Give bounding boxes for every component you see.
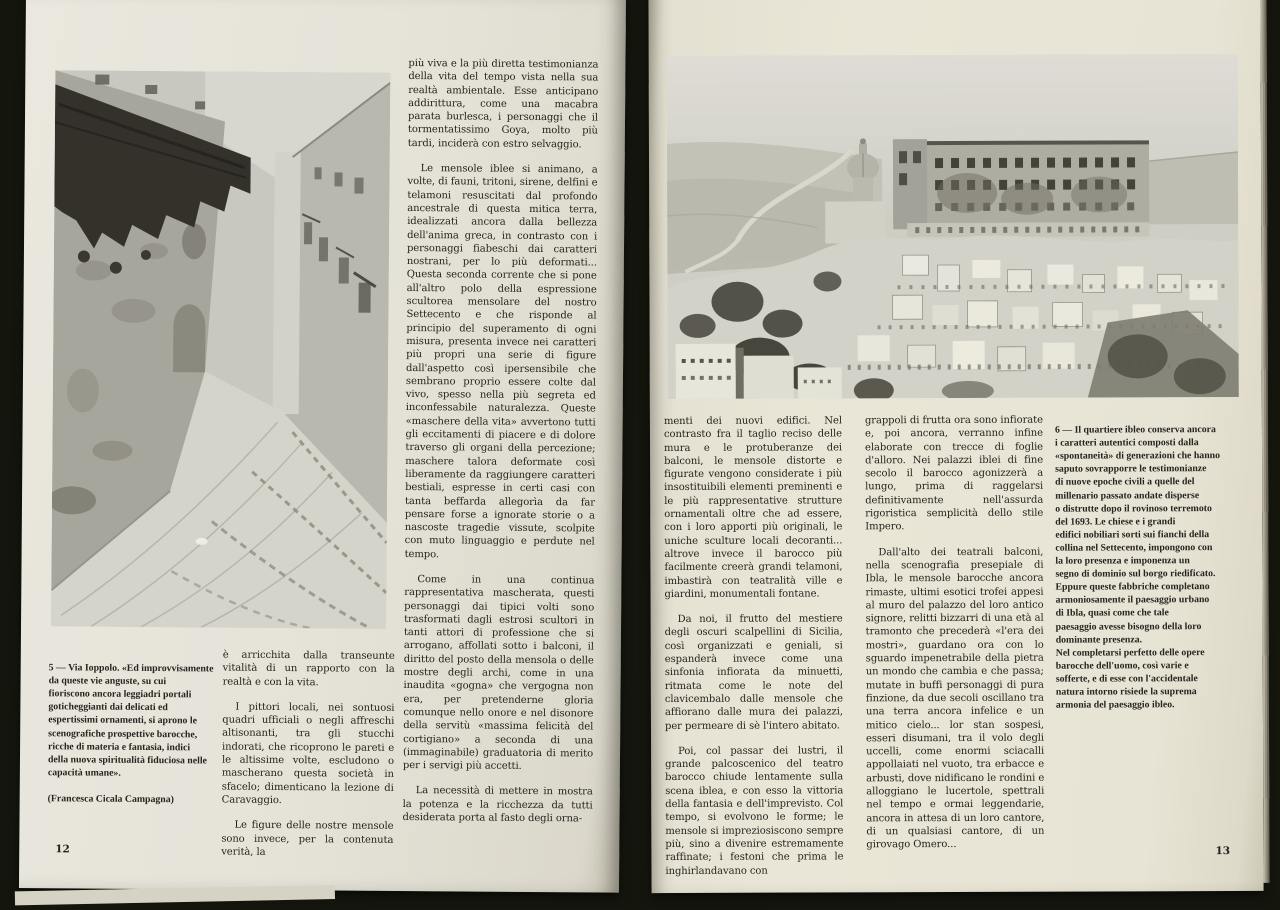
paragraph: Da noi, il frutto del mestiere degli oscuri scalpellini di Sicilia, così organizzati e geniali, si espanderà invece come una sinfonia infiorata da minuetti, ritmata come le note del clavicembalo dalle mensole che affiorano dalle mura dei palazzi, per permeare di sè l'intero abitato.	[664, 613, 843, 732]
paragraph: menti dei nuovi edifici. Nel contrasto fra il taglio reciso delle mura e le protuberanze dei balconi, le mensole distorte e figurate vengono considerate i più insostituibili elementi preminenti e le più rappresentative strutture ornamentali oltre che ad essere, con i loro apporti più originali, le uniche sculture locali decoranti... altrove invece il barocco più facilmente creerà grandi telamoni, imbastirà con teatralità ville e giardini, monumentali fontane.	[663, 415, 843, 600]
figure-6-caption	[1055, 410, 1236, 725]
figure-5-credit: (Francesca Cicala Campagna)	[47, 793, 174, 806]
paragraph: Poi, col passar dei lustri, il grande palcoscenico del teatro barocco chiude lentamente sulla scena iblea, e con esso la vittoria della fantasia e dell'imprevisto. Col tempo, si evolvono le forme; le mensole si impreziosiscono sempre più, sino a divenire estremamente raffinate; i festoni che prima le inghirlandavano con	[665, 745, 844, 877]
paragraph: Le mensole iblee si animano, a volte, di fauni, tritoni, sirene, delfini e telamoni resuscitati dal profondo ancestrale di questa mitica terra, idealizzati ancora dalla bellezza dell'anima greca, in contrasto con i personaggi fiabeschi dai caratteri nostrani, per lo più deformati... Questa seconda corrente che si pone all'altro polo della espressione scultorea mensolare del nostro Settecento e che risponde al principio del superamento di ogni misura, presenta invece nei caratteri più propri una serie di figure dall'aspetto così ipersensibile che sembrano proprio essere colte dal vivo, spesso nella più segreta ed inconfessabile naturalezza. Queste «maschere della vita» avvertono tutti gli eccitamenti di piacere e di dolore traverso gli organi della percezione; maschere talora deformate così liberamente da raggiungere caratteri bestiali, espresse in certi casi con tanta beffarda allegorìa da far pensare forse a ignorate storie o a nascoste tragedie vissute, scolpite con muto linguaggio e perdute nel tempo.	[404, 163, 598, 560]
figure-6-caption-text: 6 — Il quartiere ibleo conserva ancora i caratteri autentici composti dalla «spontaneità» di generazioni che hanno saputo sovrapporre le testimonianze di nuove epoche civili a quelle del millenario passato andate disperse o distrutte dopo il rovinoso terremoto del 1693. Le chiese e i grandi edifici nobiliari sorti sui fianchi della collina nel Settecento, impongono con la loro presenza e imponenza un segno di dominio sul borgo riedificato. Eppure queste fabbriche completano armoniosamente il paesaggio urbano di Ibla, quasi come che tale paesaggio avesse bisogno della loro dominante presenza. Nel completarsi perfetto delle opere barocche dell'uomo, così varie e sofferte, e di esse con l'accidentale natura intorno risiede la suprema armonia del paesaggio ibleo.	[1054, 424, 1221, 711]
page-number-right: 13	[1215, 845, 1231, 858]
figure-5-caption	[48, 648, 225, 820]
paragraph: è arricchita dalla transeunte vitalità di un rapporto con la realtà e con la vita.	[222, 649, 395, 688]
page-right	[648, 0, 1263, 893]
paragraph: La necessità di mettere in mostra la potenza e la ricchezza da tutti desiderata porta al fasto degli orna-	[402, 785, 593, 825]
right-page-column-2	[865, 414, 1045, 864]
paragraph: grappoli di frutta ora sono infiorate e, poi ancora, verranno infine elaborate con trecce di foglie d'alloro. Nei palazzi iblei di fine secolo il barocco agonizzerà a lungo, prima di raggelarsi definitivamente nell'assurda rigoristica semplicità dello stile Impero.	[864, 414, 1044, 533]
ibla-panorama-illustration	[667, 54, 1239, 399]
ibla-panorama-figure	[667, 54, 1239, 399]
page-number-left: 12	[55, 843, 70, 856]
left-page-middle-column	[221, 649, 395, 873]
paragraph: più viva e la più diretta testimonianza della vita del tempo vista nella sua realtà ambientale. Esse anticipano addirittura, come una macabra parata burlesca, i personaggi che il tormentatissimo Goya, molto più tardi, inciderà con estro selvaggio.	[407, 58, 599, 151]
figure-5-caption-text: 5 — Via Ioppolo. «Ed improvvisamente da queste vie anguste, su cui fioriscono ancora leggiadri portali goticheggianti dai delicati ed espertissimi ornamenti, si aprono le scenografiche prospettive barocche, ricche di materia e fantasia, indici della nuova spiritualità fiduciosa nelle capacità umane».	[47, 662, 214, 779]
right-page-column-1	[664, 414, 844, 889]
page-left	[19, 0, 626, 893]
paragraph: Come in una continua rappresentativa mascherata, questi personaggi dai tipici volti sono trasformati dagli estrosi scultori in tanti attori di professione che si arrogano, affollati sotto i balconi, il diritto del posto della mensola o delle mostre degli archi, come in una inaudita «gogna» che vergogna non era, per pretenderne gloria comunque nello onore e nel disonore della servitù «massima felicità del cortigiano» a seconda di una (immaginabile) graduatoria di merito per i servigi più accetti.	[402, 574, 595, 773]
paragraph: Dall'alto dei teatrali balconi, nella scenografia presepiale di Ibla, le mensole barocche ancora rimaste, ultimi esotici trofei appesi al muro del palazzo del loro antico signore, relitti bizzarri di una età al tramonto che precederà «l'era dei mostri», guardano ora con lo sguardo impenetrabile della pietra un mondo che cambia e che passa; mutate in buffi personaggi di pura finzione, da due secoli oscillano tra una terra ancora infelice e un mitico cielo... lor stan sospesi, esseri disumani, tra il volo degli uccelli, come enormi sciacalli appollaiati nel vuoto, tra erbacce e arbusti, dove nidificano le rondini e alloggiano le lucertole, spettrali nel tempo e ormai leggendarie, ancora in attesa di un loro cantore, di un qualsiasi cantore, di un girovago Omero...	[865, 546, 1045, 851]
street-photo-figure	[51, 70, 390, 629]
street-photo-illustration	[51, 70, 390, 629]
paragraph: I pittori locali, nei sontuosi quadri ufficiali o negli affreschi altisonanti, tra gli stucchi indorati, che ricoprono le pareti e le altissime volte, escludono o mascherano questa società in sfacelo; dimenticano la lezione di Caravaggio.	[221, 701, 395, 807]
left-page-right-column	[402, 57, 598, 838]
paragraph: Le figure delle nostre mensole sono invece, per la contenuta verità, la	[221, 819, 394, 858]
convent-building	[893, 138, 1149, 237]
